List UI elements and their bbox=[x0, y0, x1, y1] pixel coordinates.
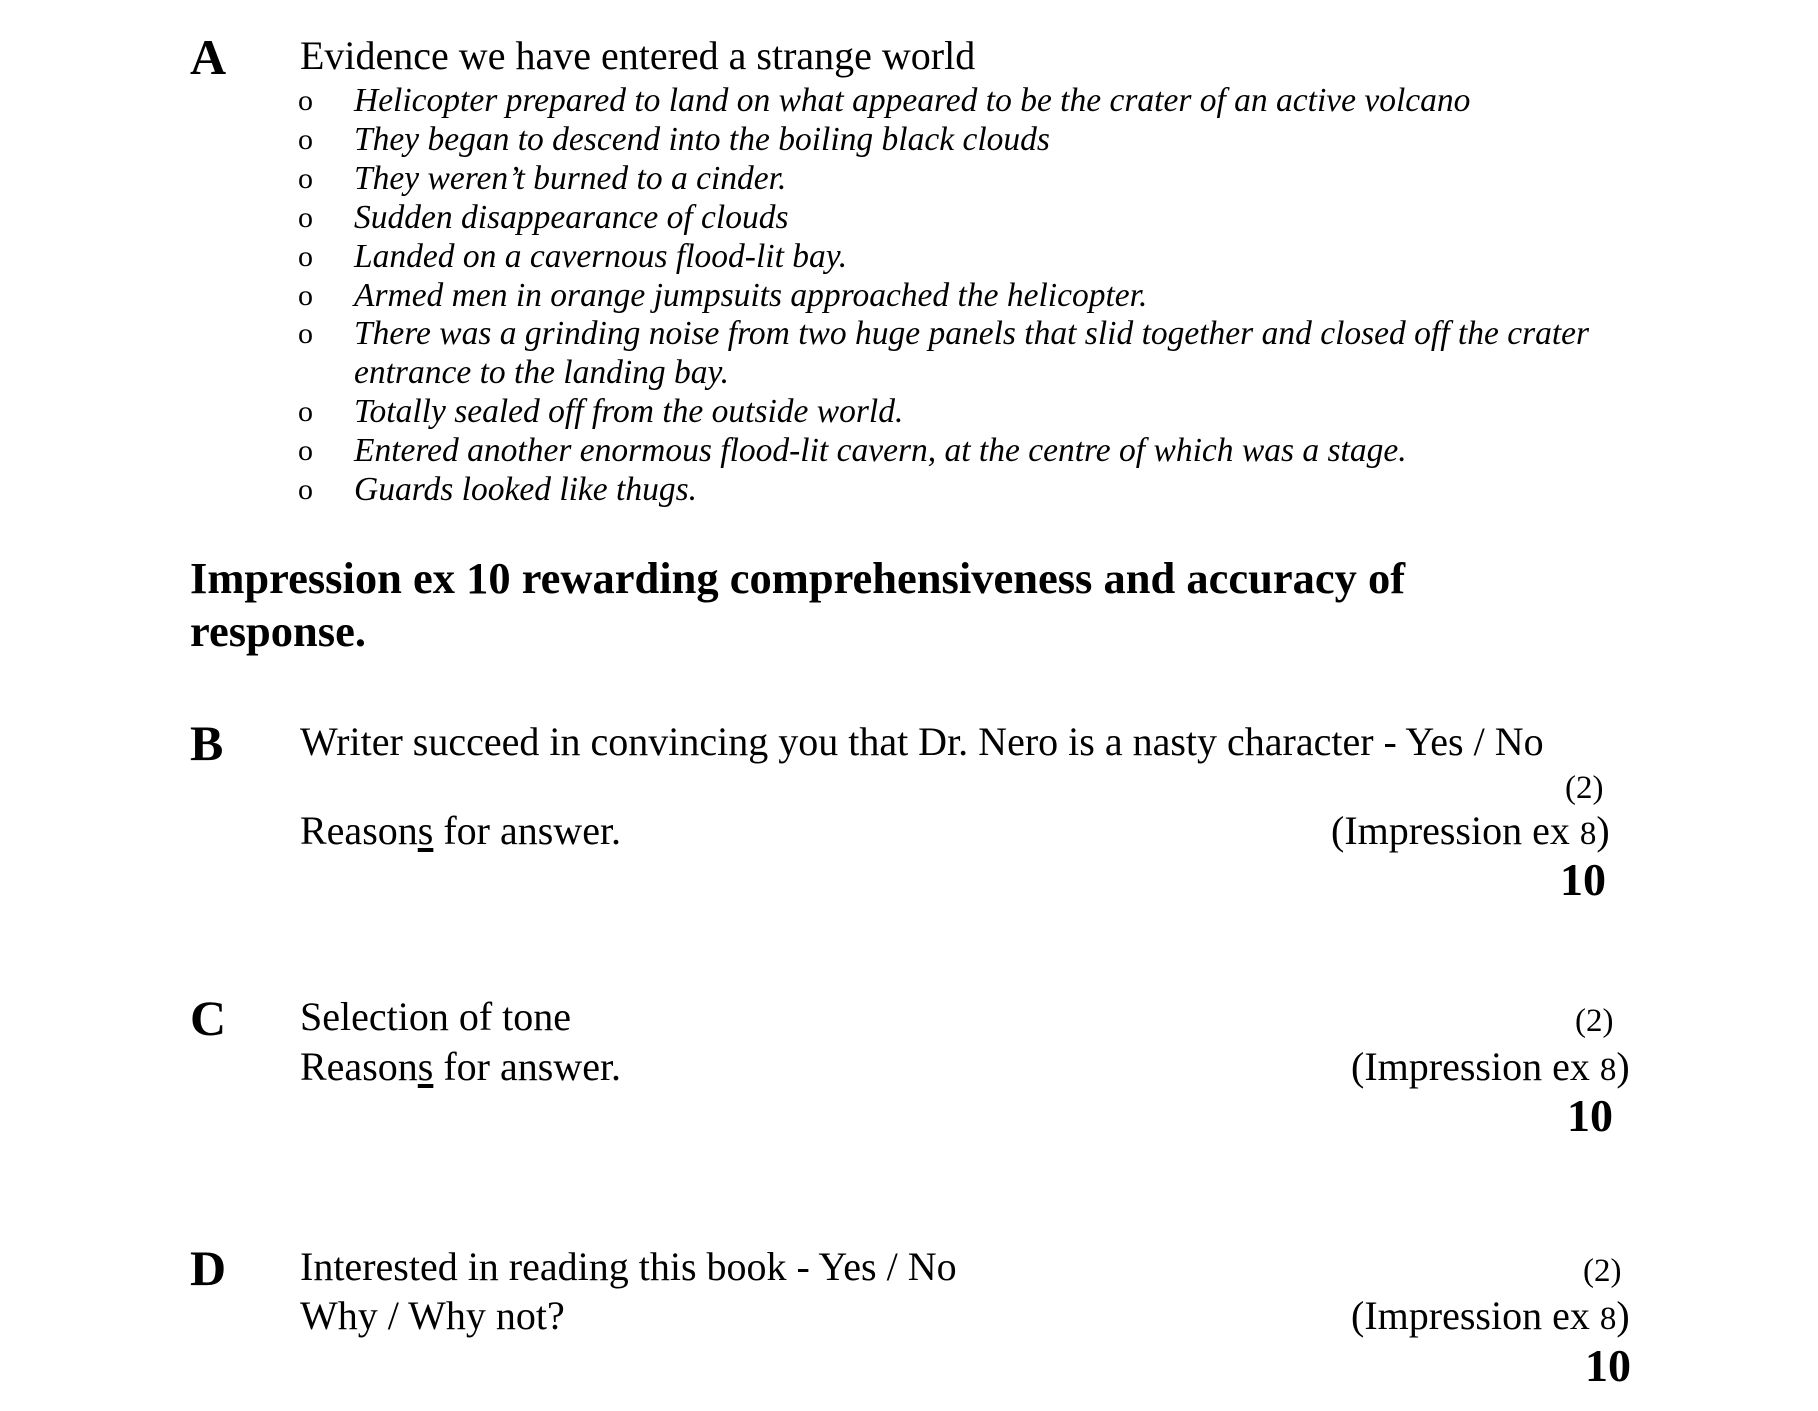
list-item bbox=[298, 82, 1684, 121]
list-item bbox=[298, 199, 1684, 238]
evidence-item-text: Totally sealed off from the outside world. bbox=[354, 393, 904, 431]
section-b-reasons: Reasons for answer. bbox=[300, 808, 622, 853]
section-d-total: 10 bbox=[1585, 1340, 1631, 1391]
section-b-impression: (Impression ex 8) bbox=[1331, 808, 1610, 853]
bullet-icon: o bbox=[298, 84, 313, 117]
bullet-icon: o bbox=[298, 122, 313, 156]
evidence-item-text: Entered another enormous flood-lit cavern, at the centre of which was a stage. bbox=[354, 432, 1407, 470]
list-item bbox=[298, 121, 1684, 160]
evidence-item-text: Armed men in orange jumpsuits approached the helicopter. bbox=[354, 276, 1148, 314]
bullet-icon: o bbox=[298, 434, 313, 468]
section-a-title: Evidence we have entered a strange world bbox=[300, 33, 976, 78]
section-c-total: 10 bbox=[1567, 1090, 1613, 1141]
list-item bbox=[298, 277, 1684, 316]
section-d-mark: (2) bbox=[1583, 1253, 1622, 1289]
bullet-icon: o bbox=[298, 278, 313, 312]
section-a-impression-note: Impression ex 10 rewarding comprehensiveness and accuracy of response. bbox=[190, 553, 1406, 656]
evidence-list bbox=[298, 82, 1684, 510]
section-b-mark: (2) bbox=[1565, 770, 1604, 806]
bullet-icon: o bbox=[298, 317, 313, 351]
evidence-item-text: Landed on a cavernous flood-lit bay. bbox=[354, 237, 848, 275]
section-c-mark: (2) bbox=[1575, 1003, 1614, 1039]
evidence-item-text: They weren’t burned to a cinder. bbox=[354, 159, 787, 197]
bullet-icon: o bbox=[298, 395, 313, 429]
evidence-item-text: There was a grinding noise from two huge panels that slid together and closed off the crater entrance to the landing bay. bbox=[354, 315, 1590, 392]
bullet-icon: o bbox=[298, 473, 313, 507]
section-d-question: Interested in reading this book - Yes / No bbox=[300, 1244, 957, 1289]
list-item bbox=[298, 315, 1684, 393]
list-item bbox=[298, 238, 1684, 277]
section-a-letter: A bbox=[190, 29, 227, 85]
section-b-total: 10 bbox=[1560, 854, 1606, 905]
section-b-question: Writer succeed in convincing you that Dr. Nero is a nasty character - Yes / No bbox=[300, 719, 1544, 764]
section-c-question: Selection of tone bbox=[300, 994, 572, 1039]
list-item bbox=[298, 471, 1684, 510]
section-d-follow-up: Why / Why not? bbox=[300, 1293, 565, 1338]
evidence-item-text: Guards looked like thugs. bbox=[354, 471, 698, 509]
evidence-item-text: Helicopter prepared to land on what appeared to be the crater of an active volcano bbox=[354, 82, 1471, 119]
list-item bbox=[298, 160, 1684, 199]
evidence-item-text: They began to descend into the boiling black clouds bbox=[354, 120, 1050, 158]
list-item bbox=[298, 432, 1684, 471]
section-c-reasons: Reasons for answer. bbox=[300, 1044, 622, 1089]
bullet-icon: o bbox=[298, 161, 313, 195]
section-c-impression: (Impression ex 8) bbox=[1351, 1044, 1630, 1089]
list-item bbox=[298, 393, 1684, 432]
section-d-impression: (Impression ex 8) bbox=[1351, 1293, 1630, 1338]
section-c-letter: C bbox=[190, 990, 227, 1046]
evidence-item-text: Sudden disappearance of clouds bbox=[354, 198, 789, 236]
bullet-icon: o bbox=[298, 200, 313, 234]
bullet-icon: o bbox=[298, 239, 313, 273]
section-d-letter: D bbox=[190, 1240, 227, 1296]
section-b-letter: B bbox=[190, 715, 224, 771]
